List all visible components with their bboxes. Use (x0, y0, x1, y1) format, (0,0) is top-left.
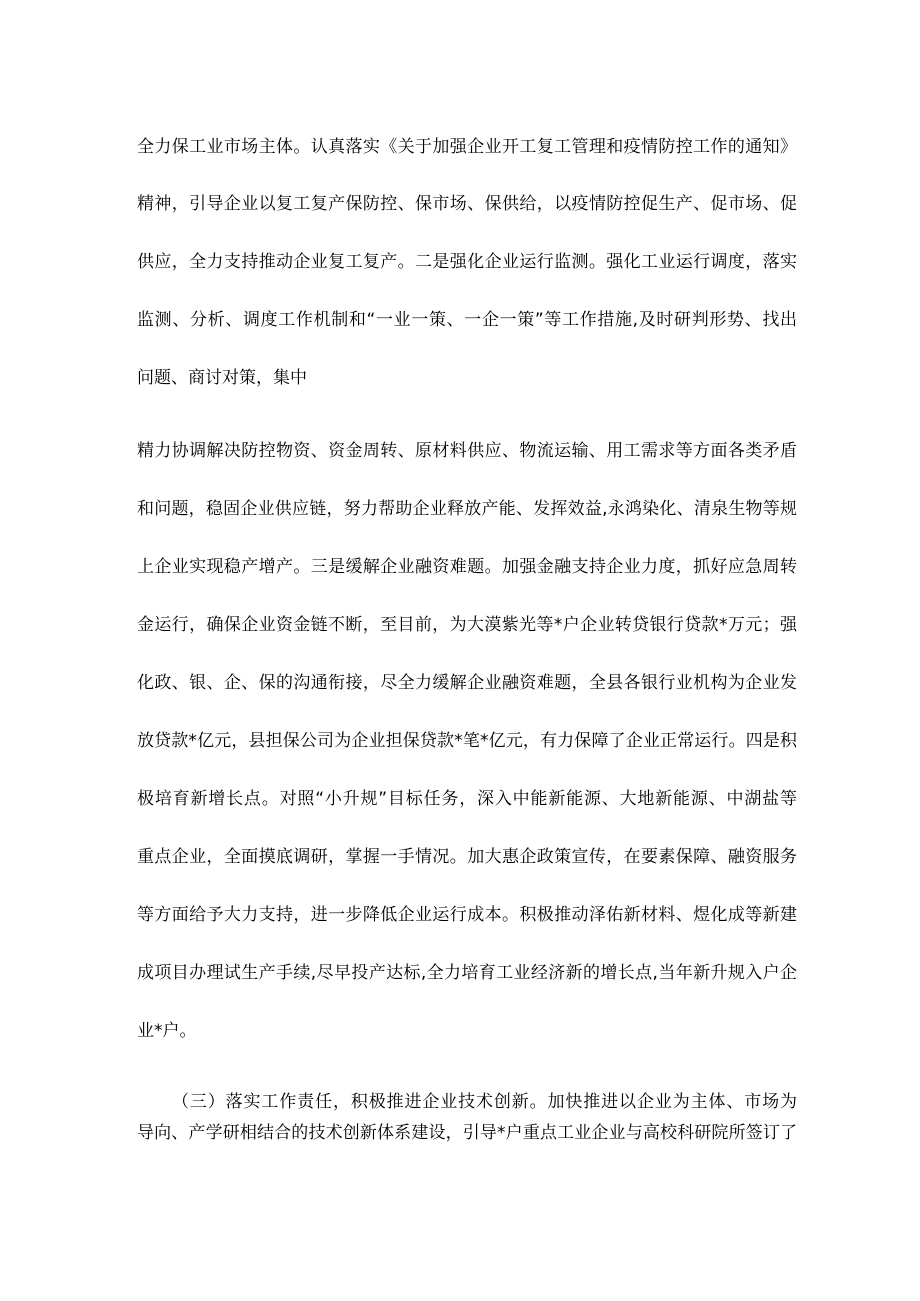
paragraph-line: 业*户。 (137, 1021, 197, 1041)
paragraph-line: 极培育新增长点。对照“小升规”目标任务，深入中能新能源、大地新能源、中湖盐等 (137, 789, 797, 809)
paragraph-line: 金运行，确保企业资金链不断，至目前，为大漠紫光等*户企业转贷银行贷款*万元；强 (137, 615, 797, 635)
paragraph-line: 导向、产学研相结合的技术创新体系建设，引导*户重点工业企业与高校科研院所签订了 (137, 1123, 797, 1143)
paragraph-line: 和问题，稳固企业供应链，努力帮助企业释放产能、发挥效益,永鸿染化、清泉生物等规 (137, 499, 797, 519)
paragraph-line: 上企业实现稳产增产。三是缓解企业融资难题。加强金融支持企业力度，抓好应急周转 (137, 557, 797, 577)
paragraph-line: 精力协调解决防控物资、资金周转、原材料供应、物流运输、用工需求等方面各类矛盾 (137, 441, 797, 461)
paragraph-line: 重点企业，全面摸底调研，掌握一手情况。加大惠企政策宣传，在要素保障、融资服务 (137, 847, 797, 867)
paragraph-line: 供应，全力支持推动企业复工复产。二是强化企业运行监测。强化工业运行调度，落实 (137, 252, 797, 272)
paragraph-line: 问题、商讨对策，集中 (137, 368, 307, 388)
paragraph-line: 化政、银、企、保的沟通衔接，尽全力缓解企业融资难题，全县各银行业机构为企业发 (137, 673, 797, 693)
paragraph-line: 等方面给予大力支持，进一步降低企业运行成本。积极推动泽佑新材料、煜化成等新建 (137, 905, 797, 925)
section-heading-line: （三）落实工作责任，积极推进企业技术创新。加快推进以企业为主体、市场为 (172, 1092, 797, 1112)
paragraph-line: 精神，引导企业以复工复产保防控、保市场、保供给，以疫情防控促生产、促市场、促 (137, 194, 797, 214)
paragraph-line: 监测、分析、调度工作机制和“一业一策、一企一策”等工作措施,及时研判形势、找出 (137, 310, 797, 330)
paragraph-line: 全力保工业市场主体。认真落实《关于加强企业开工复工管理和疫情防控工作的通知》 (137, 137, 797, 157)
paragraph-line: 放贷款*亿元，县担保公司为企业担保贷款*笔*亿元，有力保障了企业正常运行。四是积 (137, 731, 797, 751)
paragraph-line: 成项目办理试生产手续,尽早投产达标,全力培育工业经济新的增长点,当年新升规入户企 (137, 963, 797, 983)
